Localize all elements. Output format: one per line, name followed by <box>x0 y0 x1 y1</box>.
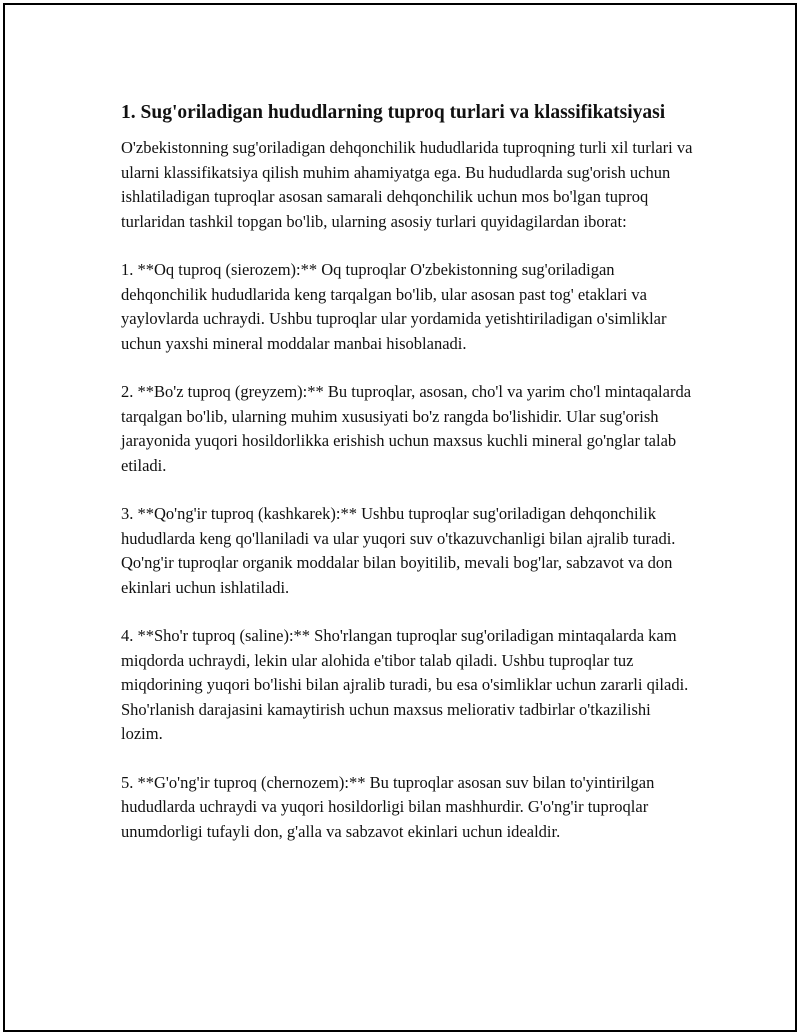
paragraph-qongir-tuproq: 3. **Qo'ng'ir tuproq (kashkarek):** Ushbu tuproqlar sug'oriladigan dehqonchilik hududlarda keng qo'llaniladi va ular yuqori suv o'tkazuvchanligi bilan ajralib turadi. Qo'ng'ir tuproqlar organik moddalar bilan boyitilib, mevali bog'lar, sabzavot va don ekinlari uchun ishlatiladi. <box>121 504 676 597</box>
document-page <box>3 3 797 1032</box>
section-title: 1. Sug'oriladigan hududlarning tuproq turlari va klassifikatsiyasi <box>121 102 666 123</box>
intro-paragraph: O'zbekistonning sug'oriladigan dehqonchilik hududlarida tuproqning turli xil turlari va ularni klassifikatsiya qilish muhim ahamiyatga ega. Bu hududlarda sug'orish uchun ishlatiladigan tuproqlar asosan samarali dehqonchilik uchun mos bo'lgan tuproq turlaridan tashkil topgan bo'lib, ularning asosiy turlari quyidagilardan iborat: <box>121 138 693 231</box>
paragraph-boz-tuproq: 2. **Bo'z tuproq (greyzem):** Bu tuproqlar, asosan, cho'l va yarim cho'l mintaqalarda tarqalgan bo'lib, ularning muhim xususiyati bo'z rangda bo'lishidir. Ular sug'orish jarayonida yuqori hosildorlikka erishish uchun maxsus kuchli mineral go'nglar talab etiladi. <box>121 382 692 475</box>
document-content <box>121 99 696 868</box>
paragraph-gongir-tuproq: 5. **G'o'ng'ir tuproq (chernozem):** Bu tuproqlar asosan suv bilan to'yintirilgan hududlarda uchraydi va yuqori hosildorligi bilan mashhurdir. G'o'ng'ir tuproqlar unumdorligi tufayli don, g'alla va sabzavot ekinlari uchun idealdir. <box>121 772 655 841</box>
paragraph-oq-tuproq: 1. **Oq tuproq (sierozem):** Oq tuproqlar O'zbekistonning sug'oriladigan dehqonchilik hududlarida keng tarqalgan bo'lib, ular asosan past tog' etaklari va yaylovlarda uchraydi. Ushbu tuproqlar ular yordamida yetishtiriladigan o'simliklar uchun yaxshi mineral moddalar manbai hisoblanadi. <box>121 260 667 353</box>
paragraph-shor-tuproq: 4. **Sho'r tuproq (saline):** Sho'rlangan tuproqlar sug'oriladigan mintaqalarda kam miqdorda uchraydi, lekin ular alohida e'tibor talab qiladi. Ushbu tuproqlar tuz miqdorining yuqori bo'lishi bilan ajralib turadi, bu esa o'simliklar uchun zararli qiladi. Sho'rlanish darajasini kamaytirish uchun maxsus meliorativ tadbirlar o'tkazilishi lozim. <box>121 626 689 743</box>
